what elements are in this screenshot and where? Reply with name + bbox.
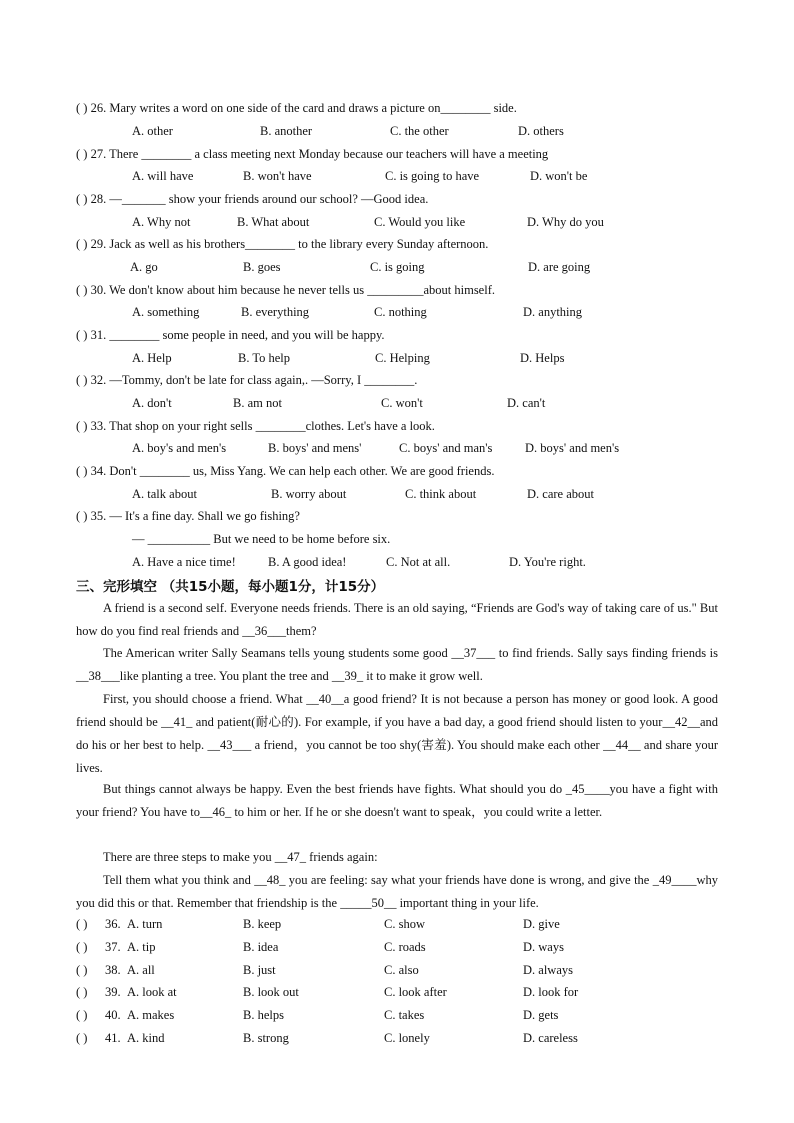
question-30: ( ) 30. We don't know about him because he never tells us _________about himself. — [76, 283, 495, 297]
option-a: A. boy's and men's — [132, 441, 227, 455]
option-d: D. Helps — [520, 351, 565, 365]
question-31: ( ) 31. ________ some people in need, and you will be happy. — [76, 328, 385, 342]
option-b: B. keep — [243, 917, 282, 931]
option-c: C. is going — [370, 260, 425, 274]
option-a: A. will have — [132, 169, 194, 183]
option-c: C. boys' and man's — [399, 441, 493, 455]
options-35 — [0, 555, 794, 575]
question-number: 38. — [105, 963, 121, 977]
option-c: C. won't — [381, 396, 423, 410]
cloze-row-38 — [0, 963, 794, 983]
option-c: C. Would you like — [374, 215, 466, 229]
option-a: A. makes — [127, 1008, 175, 1022]
question-28: ( ) 28. —_______ show your friends around our school? —Good idea. — [76, 192, 429, 206]
option-b: B. idea — [243, 940, 279, 954]
option-c: C. nothing — [374, 305, 427, 319]
options-32 — [0, 396, 794, 416]
option-a: A. kind — [127, 1031, 165, 1045]
cloze-paragraph-2: The American writer Sally Seamans tells young students some good __37___ to find friends. Sally says finding friends is __38___like planting a tree. You plant the tree and __39_ it to make it grow well. — [76, 646, 718, 683]
cloze-row-37 — [0, 940, 794, 960]
option-c: C. show — [384, 917, 425, 931]
options-28 — [0, 215, 794, 235]
options-31 — [0, 351, 794, 371]
answer-paren: ( ) — [76, 1008, 88, 1022]
option-c: C. Helping — [375, 351, 430, 365]
cloze-row-40 — [0, 1008, 794, 1028]
option-a: A. other — [132, 124, 173, 138]
option-b: B. boys' and mens' — [268, 441, 362, 455]
option-b: B. helps — [243, 1008, 284, 1022]
option-a: A. Help — [132, 351, 172, 365]
option-a: A. turn — [127, 917, 163, 931]
cloze-paragraph-3: First, you should choose a friend. What __40__a good friend? It is not because a person has money or good look. A good friend should be __41_ and patient(耐心的). For example, if you have a bad day, a good friend should listen to your__42__and do his or her best to help. __43___ a friend，you cannot be too shy(害羞). You should make each other __44__ and share your lives. — [76, 692, 718, 775]
answer-paren: ( ) — [76, 985, 88, 999]
option-c: C. is going to have — [385, 169, 480, 183]
option-b: B. worry about — [271, 487, 347, 501]
options-33 — [0, 441, 794, 461]
option-a: A. go — [130, 260, 158, 274]
answer-paren: ( ) — [76, 1031, 88, 1045]
option-c: C. Not at all. — [386, 555, 451, 569]
option-b: B. strong — [243, 1031, 289, 1045]
options-34 — [0, 487, 794, 507]
option-a: A. look at — [127, 985, 177, 999]
question-number: 36. — [105, 917, 121, 931]
question-number: 39. — [105, 985, 121, 999]
options-30 — [0, 305, 794, 325]
question-32: ( ) 32. —Tommy, don't be late for class again,. —Sorry, I ________. — [76, 373, 418, 387]
cloze-row-39 — [0, 985, 794, 1005]
question-27: ( ) 27. There ________ a class meeting next Monday because our teachers will have a meeting — [76, 147, 549, 161]
option-d: D. careless — [523, 1031, 578, 1045]
option-d: D. care about — [527, 487, 594, 501]
option-a: A. something — [132, 305, 200, 319]
option-c: C. think about — [405, 487, 477, 501]
options-27 — [0, 169, 794, 189]
option-b: B. To help — [238, 351, 291, 365]
option-d: D. won't be — [530, 169, 588, 183]
option-b: B. everything — [241, 305, 310, 319]
question-35-response: — __________ But we need to be home before six. — [132, 532, 391, 546]
option-d: D. are going — [528, 260, 591, 274]
option-b: B. look out — [243, 985, 299, 999]
option-d: D. always — [523, 963, 573, 977]
option-c: C. takes — [384, 1008, 425, 1022]
option-a: A. don't — [132, 396, 172, 410]
option-b: B. won't have — [243, 169, 312, 183]
option-a: A. all — [127, 963, 155, 977]
option-b: B. A good idea! — [268, 555, 347, 569]
option-b: B. am not — [233, 396, 282, 410]
cloze-paragraph-5: There are three steps to make you __47_ friends again: — [103, 850, 378, 864]
option-d: D. Why do you — [527, 215, 604, 229]
option-d: D. give — [523, 917, 560, 931]
option-c: C. look after — [384, 985, 447, 999]
option-a: A. talk about — [132, 487, 197, 501]
question-35: ( ) 35. — It's a fine day. Shall we go fishing? — [76, 509, 300, 523]
option-a: A. tip — [127, 940, 156, 954]
options-29 — [0, 260, 794, 280]
cloze-row-36 — [0, 917, 794, 937]
option-b: B. What about — [237, 215, 310, 229]
option-d: D. boys' and men's — [525, 441, 620, 455]
option-d: D. look for — [523, 985, 579, 999]
question-34: ( ) 34. Don't ________ us, Miss Yang. We can help each other. We are good friends. — [76, 464, 495, 478]
option-a: A. Why not — [132, 215, 191, 229]
question-29: ( ) 29. Jack as well as his brothers________ to the library every Sunday afternoon. — [76, 237, 489, 251]
option-b: B. just — [243, 963, 276, 977]
answer-paren: ( ) — [76, 917, 88, 931]
answer-paren: ( ) — [76, 963, 88, 977]
question-number: 41. — [105, 1031, 121, 1045]
option-d: D. You're right. — [509, 555, 586, 569]
option-c: C. roads — [384, 940, 426, 954]
option-b: B. goes — [243, 260, 281, 274]
cloze-row-41 — [0, 1031, 794, 1051]
option-a: A. Have a nice time! — [132, 555, 236, 569]
question-33: ( ) 33. That shop on your right sells ________clothes. Let's have a look. — [76, 419, 435, 433]
question-26: ( ) 26. Mary writes a word on one side of the card and draws a picture on________ side. — [76, 101, 517, 115]
cloze-paragraph-6: Tell them what you think and __48_ you are feeling: say what your friends have done is wrong, and give the _49____why you did this or that. Remember that friendship is the _____50__ important thing in your life. — [76, 873, 718, 910]
option-d: D. gets — [523, 1008, 559, 1022]
cloze-paragraph-1: A friend is a second self. Everyone needs friends. There is an old saying, “Friends are God's way of taking care of us." But how do you find real friends and __36___them? — [76, 601, 718, 638]
section-heading: 三、完形填空 （共15小题，每小题1分，计15分） — [76, 579, 385, 595]
question-number: 37. — [105, 940, 121, 954]
cloze-paragraph-4: But things cannot always be happy. Even the best friends have fights. What should you do _45____you have a fight with your friend? You have to__46_ to him or her. If he or she doesn't want to speak，you could write a letter. — [76, 782, 718, 819]
option-d: D. others — [518, 124, 564, 138]
option-d: D. ways — [523, 940, 564, 954]
option-d: D. can't — [507, 396, 546, 410]
option-b: B. another — [260, 124, 313, 138]
question-number: 40. — [105, 1008, 121, 1022]
answer-paren: ( ) — [76, 940, 88, 954]
option-d: D. anything — [523, 305, 583, 319]
options-26 — [0, 124, 794, 144]
option-c: C. also — [384, 963, 419, 977]
option-c: C. lonely — [384, 1031, 430, 1045]
option-c: C. the other — [390, 124, 449, 138]
